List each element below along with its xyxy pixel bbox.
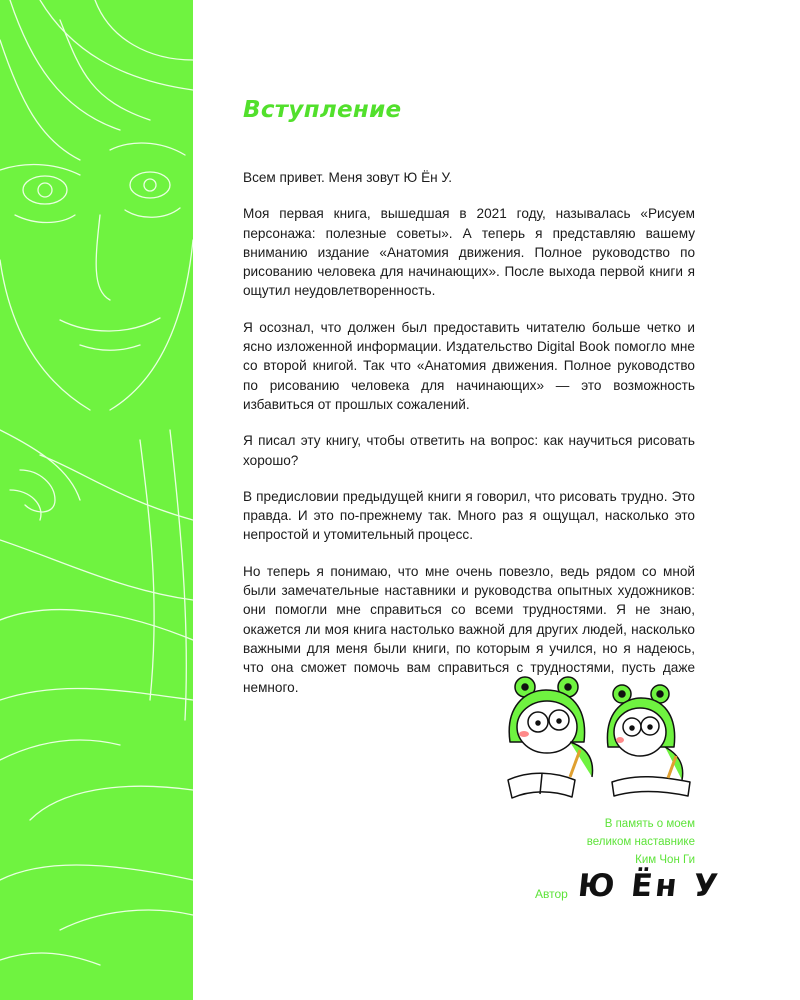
- sketch-face-icon: [0, 0, 193, 1000]
- paragraph: Я осознал, что должен был предоставить читателю больше четко и ясно изложенной информации. Издательство Digital Book помогло мне со второй книгой. Так что «Анатомия движения. Полное руководство по рисованию человека для начинающих» — это возможность избавиться от прошлых сожалений.: [243, 319, 695, 412]
- author-label: Автор: [535, 887, 568, 901]
- page-title: Вступление: [243, 97, 402, 123]
- dedication-line: Ким Чон Ги: [635, 854, 695, 866]
- side-illustration-panel: [0, 0, 193, 1000]
- dedication: [587, 815, 695, 869]
- paragraph: Но теперь я понимаю, что мне очень повезло, ведь рядом со мной были замечательные наставники и руководства опытных художников: они помогли мне справиться со всеми трудностями. Я не знаю, окажется ли моя книга настолько важной для других людей, насколько важными для меня были книги, по которым я учился, но я надеюсь, что она сможет помочь вам справиться с трудностями, пусть даже немного.: [243, 563, 695, 695]
- paragraph: В предисловии предыдущей книги я говорил, что рисовать трудно. Это правда. И это по-прежнему так. Много раз я ощущал, насколько это непростой и утомительный процесс.: [243, 488, 695, 543]
- dedication-line: В память о моем: [604, 818, 695, 830]
- frog-hat-characters-icon: [500, 672, 700, 807]
- paragraph: Моя первая книга, вышедшая в 2021 году, называлась «Рисуем персонажа: полезные советы». А теперь я представляю вашему вниманию издание «Анатомия движения. Полное руководство по рисованию человека для начинающих». После выхода первой книги я ощутил неудовлетворенность.: [243, 206, 695, 299]
- dedication-line: великом наставнике: [586, 836, 695, 848]
- author-signature: Ю Ён У: [576, 868, 723, 904]
- intro-body: [243, 168, 695, 714]
- paragraph: Всем привет. Меня зовут Ю Ён У.: [243, 170, 453, 185]
- paragraph: Я писал эту книгу, чтобы ответить на вопрос: как научиться рисовать хорошо?: [243, 433, 695, 468]
